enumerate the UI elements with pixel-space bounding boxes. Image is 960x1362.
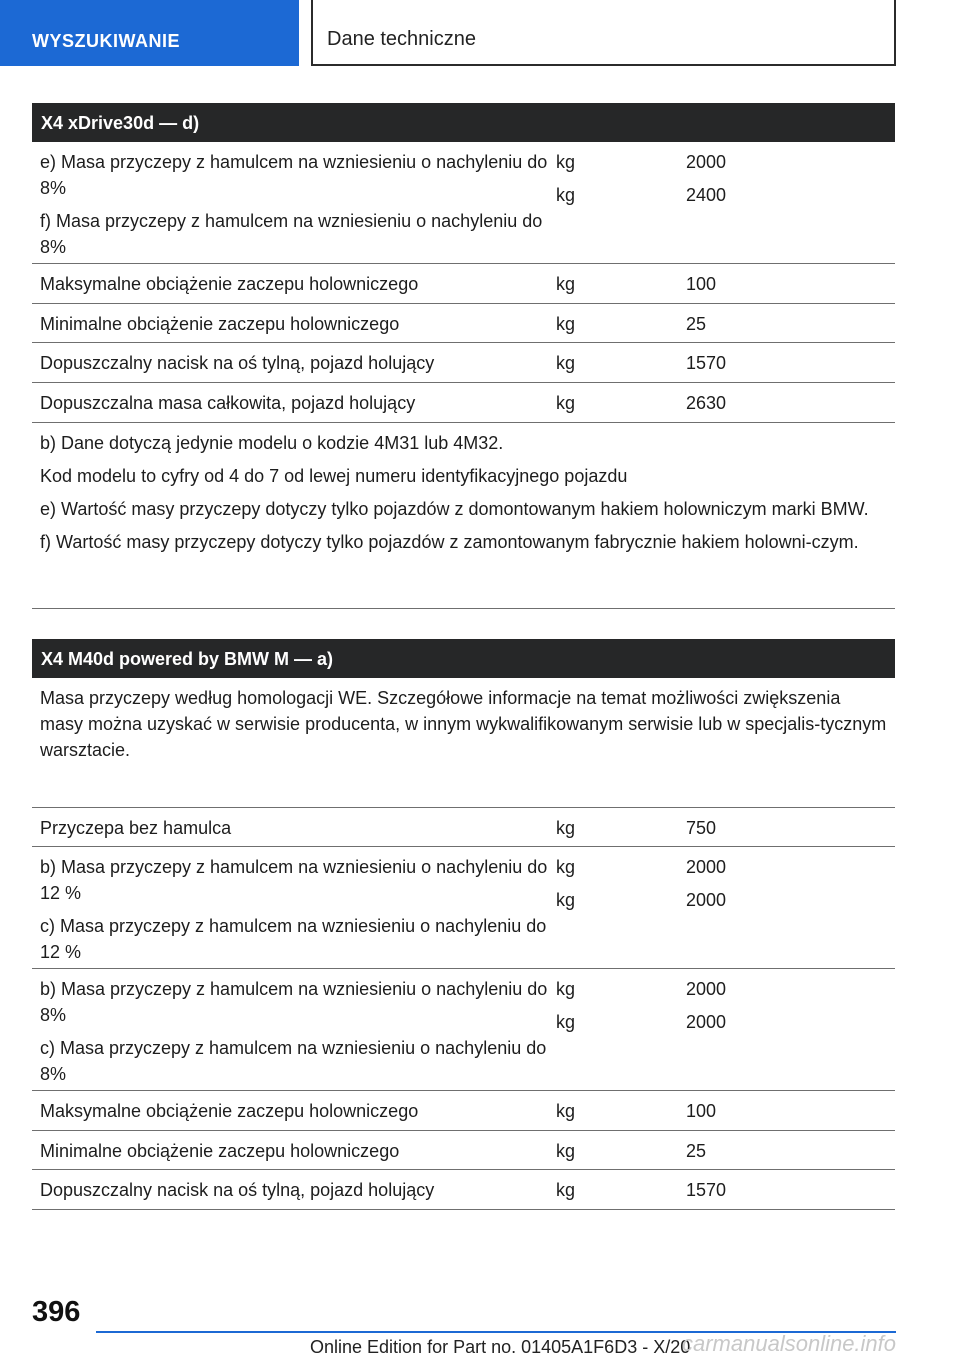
row-unit: kg: [556, 1012, 576, 1032]
row-value: 2000: [686, 857, 727, 877]
row-label: Dopuszczalna masa całkowita, pojazd holujący: [40, 393, 416, 413]
row-value: 750: [686, 818, 717, 838]
row-label: f) Masa przyczepy z hamulcem na wzniesieniu o nachyleniu do 8%: [40, 211, 543, 257]
row-value: 2000: [686, 979, 727, 999]
section-title: X4 M40d powered by BMW M — a): [32, 639, 895, 678]
row-unit: kg: [556, 857, 576, 877]
row-label: e) Masa przyczepy z hamulcem na wzniesieniu o nachyleniu do 8%: [40, 152, 548, 198]
row-unit: kg: [556, 353, 576, 373]
row-unit: kg: [556, 1141, 576, 1161]
table-row: [32, 1170, 895, 1210]
row-label: Dopuszczalny nacisk na oś tylną, pojazd holujący: [40, 353, 435, 373]
row-label: Minimalne obciążenie zaczepu holowniczego: [40, 314, 400, 334]
row-unit: kg: [556, 818, 576, 838]
row-label: Przyczepa bez hamulca: [40, 818, 232, 838]
row-value: 1570: [686, 353, 727, 373]
row-unit: kg: [556, 1101, 576, 1121]
search-button[interactable]: WYSZUKIWANIE: [0, 0, 299, 66]
section-x4-xdrive30d: [32, 103, 895, 609]
watermark: carmanualsonline.info: [682, 1331, 897, 1356]
row-unit: kg: [556, 152, 576, 172]
row-label: b) Masa przyczepy z hamulcem na wzniesieniu o nachyleniu do 12 %: [40, 857, 548, 903]
breadcrumb-label: Dane techniczne: [327, 28, 476, 50]
row-value: 25: [686, 1141, 707, 1161]
table-row: [32, 383, 895, 423]
top-bar: [0, 0, 960, 66]
row-unit: kg: [556, 979, 576, 999]
row-label: Maksymalne obciążenie zaczepu holowniczego: [40, 274, 419, 294]
row-unit: kg: [556, 314, 576, 334]
row-unit: kg: [556, 1180, 576, 1200]
row-value: 100: [686, 1101, 717, 1121]
row-value: 2630: [686, 393, 727, 413]
row-value: 100: [686, 274, 717, 294]
table-row: [32, 1131, 895, 1170]
row-unit: kg: [556, 185, 576, 205]
row-value: 1570: [686, 1180, 727, 1200]
row-value: 25: [686, 314, 707, 334]
row-unit: kg: [556, 890, 576, 910]
page-number: 396: [32, 1296, 81, 1328]
row-label: b) Masa przyczepy z hamulcem na wzniesieniu o nachyleniu do 8%: [40, 979, 548, 1025]
row-unit: kg: [556, 274, 576, 294]
footnotes: [32, 423, 895, 609]
footnote: e) Wartość masy przyczepy dotyczy tylko pojazdów z domontowanym hakiem holowniczym marki BMW.: [40, 499, 869, 519]
row-unit: kg: [556, 393, 576, 413]
row-label: Minimalne obciążenie zaczepu holowniczego: [40, 1141, 400, 1161]
table-row: [32, 264, 895, 304]
table-row: [32, 142, 895, 264]
footer-edition: Online Edition for Part no. 01405A1F6D3 - X/20: [310, 1337, 691, 1357]
row-label: c) Masa przyczepy z hamulcem na wzniesieniu o nachyleniu do 12 %: [40, 916, 547, 962]
footnote: f) Wartość masy przyczepy dotyczy tylko pojazdów z zamontowanym fabrycznie hakiem holowni-czym.: [40, 532, 859, 552]
row-label: c) Masa przyczepy z hamulcem na wzniesieniu o nachyleniu do 8%: [40, 1038, 547, 1084]
footnote: Kod modelu to cyfry od 4 do 7 od lewej numeru identyfikacyjnego pojazdu: [40, 466, 628, 486]
row-label: Maksymalne obciążenie zaczepu holowniczego: [40, 1101, 419, 1121]
section-description: Masa przyczepy według homologacji WE. Szczegółowe informacje na temat możliwości zwiększenia masy można uzyskać w serwisie producenta, w innym wykwalifikowanym serwisie lub w specjalis-tycznym warsztacie.: [32, 678, 895, 808]
row-value: 2400: [686, 185, 727, 205]
table-row: [32, 304, 895, 343]
table-row: [32, 808, 895, 847]
row-value: 2000: [686, 890, 727, 910]
row-label: Dopuszczalny nacisk na oś tylną, pojazd holujący: [40, 1180, 435, 1200]
table-row: [32, 969, 895, 1091]
breadcrumb: [311, 0, 896, 66]
footnote: b) Dane dotyczą jedynie modelu o kodzie 4M31 lub 4M32.: [40, 433, 504, 453]
section-title: X4 xDrive30d — d): [32, 103, 895, 142]
table-row: [32, 1091, 895, 1131]
section-x4-m40d: [32, 639, 895, 1210]
row-value: 2000: [686, 1012, 727, 1032]
table-row: [32, 847, 895, 969]
table-row: [32, 343, 895, 383]
row-value: 2000: [686, 152, 727, 172]
